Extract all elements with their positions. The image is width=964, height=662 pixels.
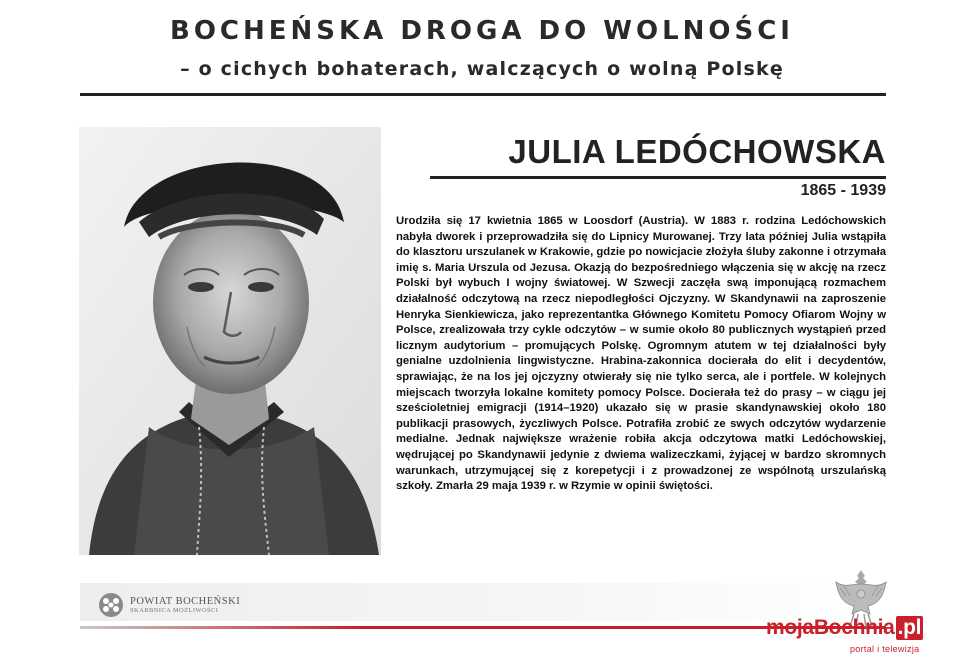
county-crest-icon xyxy=(98,592,124,618)
brand-logo[interactable] xyxy=(766,616,923,640)
brand-tagline: portal i telewizja xyxy=(850,644,920,654)
county-logo-name: POWIAT BOCHEŃSKI xyxy=(130,596,241,607)
page-title: BOCHEŃSKA DROGA DO WOLNOŚCI xyxy=(170,16,794,46)
county-logo xyxy=(98,592,240,618)
header-divider xyxy=(80,93,886,96)
biography-text: Urodziła się 17 kwietnia 1865 w Loosdorf (Austria). W 1883 r. rodzina Ledóchowskich nabyła dworek i przeprowadziła się do Lipnicy Murowanej. Trzy lata później Julia wstąpiła do klasztoru urszulanek w Krakowie, gdzie po nowicjacie złożyła śluby zakonne i otrzymała imię s. Maria Urszula od Jezusa. Okazją do bezpośredniego włączenia się w akcję na rzecz Polski był wybuch I wojny światowej. W Szwecji zaczęła swą imponującą rozmachem działalność odczytową na rzecz niepodległości Ojczyzny. W Skandynawii na zaproszenie Henryka Sienkiewicza, jako reprezentantka Głównego Komitetu Pomocy Ofiarom Wojny w Polsce, zrealizowała trzy cykle odczytów – w sumie około 80 publicznych wystąpień przed licznym audytorium – promujących Polskę. Ogromnym atutem w tej działalności były genialne uzdolnienia lingwistyczne. Hrabina-zakonnica docierała do elit i decydentów, sprawiając, że na los jej ojczyzny otwierały się nie tylko serca, ale i portfele. W kolejnych miejscach tworzyła lokalne komitety pomocy Polsce. Docierała też do prasy – w ciągu jej sześcioletniej emigracji (1914–1920) ukazało się w prasie skandynawskiej około 180 publikacji prasowych, życzliwych Polsce. Potrafiła zrobić ze swych odczytów wydarzenie medialne. Jednak największe wrażenie robiła akcja odczytowa matki Ledóchowskiej, wędrującej po Skandynawii jedynie z dwiema walizeczkami, żyjącej w bardzo skromnych warunkach, utrzymującej się z korepetycji i z prowadzonej ze wspólnotą urszulańską szkoły. Zmarła 29 maja 1939 r. w Rzymie w opinii świętości. xyxy=(396,215,886,493)
person-years: 1865 - 1939 xyxy=(800,182,886,199)
name-divider xyxy=(430,176,886,179)
page-subtitle: – o cichych bohaterach, walczących o wolną Polskę xyxy=(180,58,784,80)
portrait-photo xyxy=(79,127,381,555)
portrait-illustration xyxy=(79,127,381,555)
person-name: JULIA LEDÓCHOWSKA xyxy=(508,133,886,170)
brand-tld: .pl xyxy=(897,616,922,639)
county-logo-tagline: SKARBNICA MOŻLIWOŚCI xyxy=(130,607,219,614)
brand-name: mojaBochnia xyxy=(766,616,895,639)
